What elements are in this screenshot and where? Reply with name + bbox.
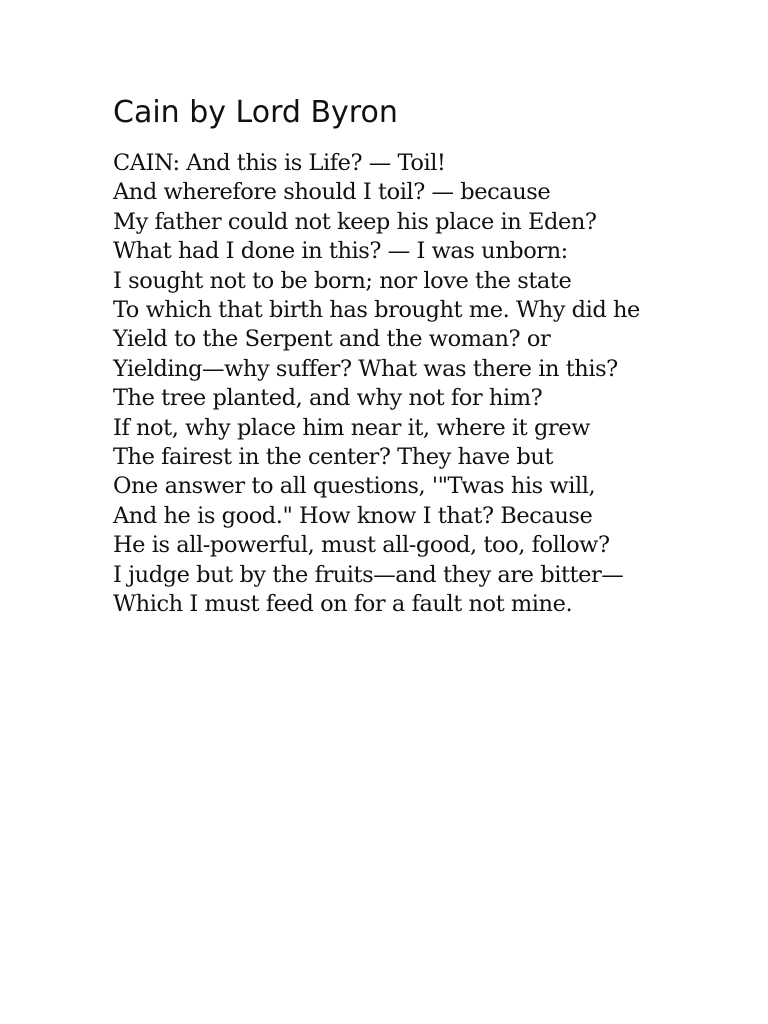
document-page [113,93,733,620]
poem-line: And wherefore should I toil? — because [113,179,551,206]
poem-text [113,149,733,620]
document-title: Cain by Lord Byron [113,95,398,130]
poem-line: CAIN: And this is Life? — Toil! [113,150,446,176]
poem-line: The tree planted, and why not for him? [113,385,543,412]
poem-line: Which I must feed on for a fault not mine. [113,591,573,618]
poem-line: And he is good." How know I that? Because [113,502,593,529]
poem-line: I sought not to be born; nor love the state [113,267,572,294]
poem-line: My father could not keep his place in Eden? [113,208,597,235]
poem-line: To which that birth has brought me. Why did he [113,297,640,324]
poem-line: Yielding—why suffer? What was there in this? [113,355,618,382]
poem-line: What had I done in this? — I was unborn: [113,238,568,265]
poem-line: He is all-powerful, must all-good, too, follow? [113,532,610,559]
poem-line: One answer to all questions, '"Twas his will, [113,473,596,500]
poem-line: The fairest in the center? They have but [113,444,553,471]
poem-line: Yield to the Serpent and the woman? or [113,326,551,353]
poem-line: I judge but by the fruits—and they are bitter— [113,561,624,588]
poem-line: If not, why place him near it, where it grew [113,414,590,441]
